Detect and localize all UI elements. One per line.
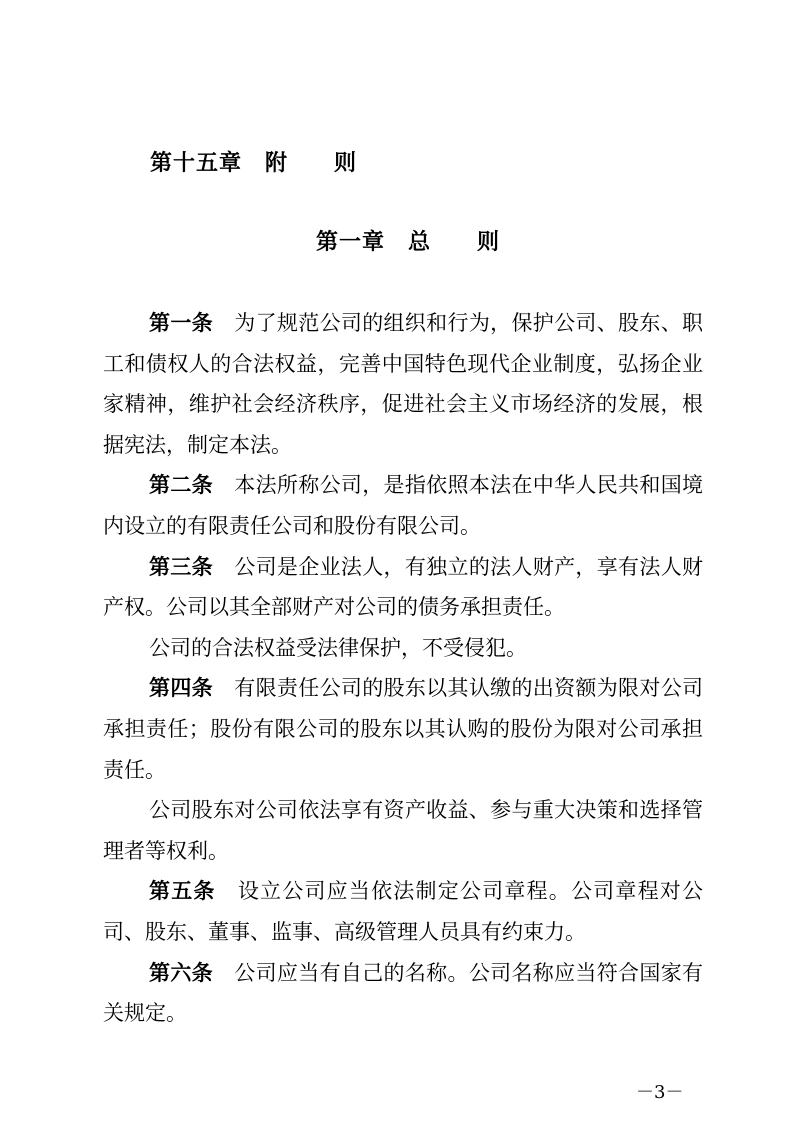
article-paragraph: [103, 303, 703, 465]
article-text: 有限责任公司的股东以其认缴的出资额为限对公司承担责任；股份有限公司的股东以其认购的股份为限对公司承担责任。: [103, 676, 704, 782]
article-number: 第二条: [149, 473, 213, 498]
article-paragraph: [103, 953, 703, 1034]
article-text: 公司应当有自己的名称。公司名称应当符合国家有关规定。: [103, 960, 704, 1026]
article-paragraph: [103, 628, 703, 669]
article-text: 本法所称公司，是指依照本法在中华人民共和国境内设立的有限责任公司和股份有限公司。: [103, 473, 704, 538]
article-paragraph: [103, 547, 703, 628]
article-number: 第五条: [149, 879, 216, 904]
article-number: 第一条: [149, 311, 213, 335]
article-number: 第三条: [149, 554, 213, 579]
body-text: [103, 303, 703, 1034]
article-text: 为了规范公司的组织和行为，保护公司、股东、职工和债权人的合法权益，完善中国特色现代企业制度，弘扬企业家精神，维护社会经济秩序，促进社会主义市场经济的发展，根据宪法，制定本法。: [103, 311, 704, 457]
article-paragraph: [103, 871, 703, 952]
article-paragraph: [103, 465, 703, 546]
toc-chapter-fifteen: 第十五章 附 则: [150, 151, 358, 176]
article-text: 公司股东对公司依法享有资产收益、参与重大决策和选择管理者等权利。: [103, 798, 703, 863]
page-number: －3－: [636, 1082, 684, 1103]
article-text: 公司是企业法人，有独立的法人财产，享有法人财产权。公司以其全部财产对公司的债务承担责任。: [103, 554, 704, 620]
article-number: 第六条: [149, 960, 213, 985]
article-paragraph: [103, 790, 703, 871]
article-text: 设立公司应当依法制定公司章程。公司章程对公司、股东、董事、监事、高级管理人员具有约束力。: [103, 879, 704, 944]
article-number: 第四条: [149, 676, 213, 701]
chapter-title: 第一章 总 则: [315, 230, 500, 255]
article-paragraph: [103, 668, 703, 790]
article-text: 公司的合法权益受法律保护，不受侵犯。: [149, 635, 527, 660]
